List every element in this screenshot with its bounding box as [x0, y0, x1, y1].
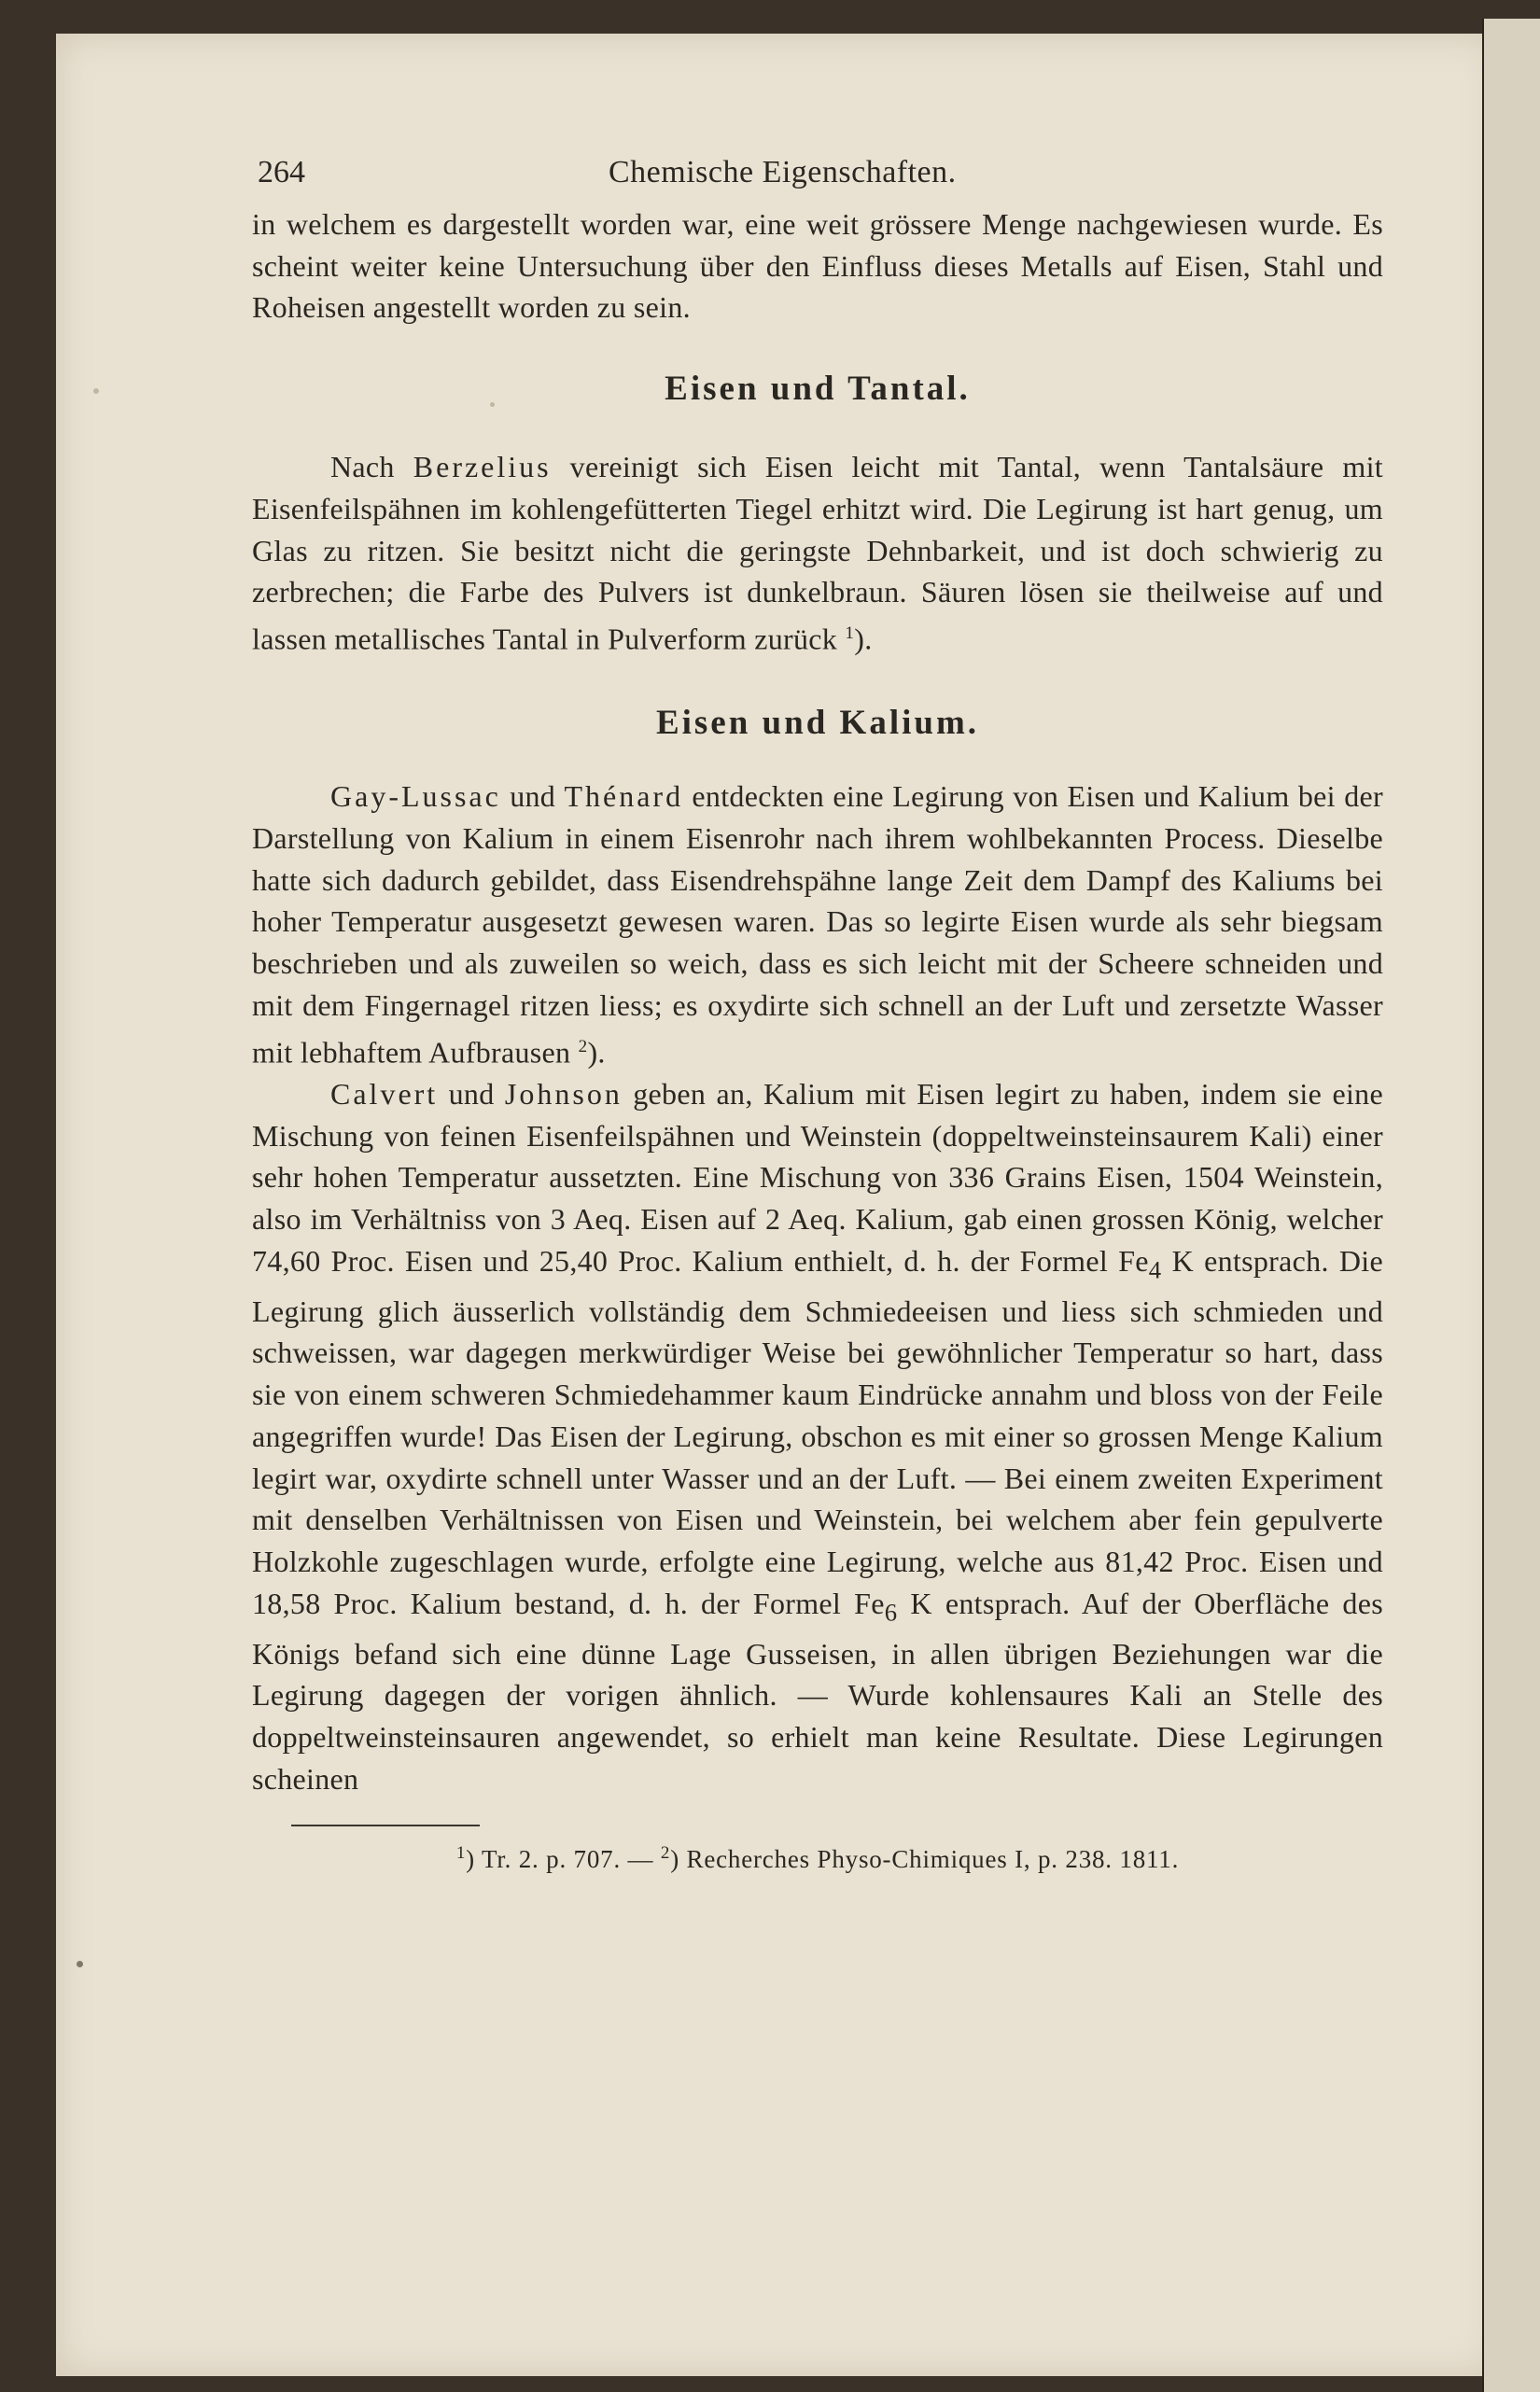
section-heading-kalium: Eisen und Kalium.: [655, 704, 980, 743]
page-content: [252, 155, 1383, 1874]
tantal-end: ).: [854, 622, 873, 656]
footnote-1: ) Tr. 2. p. 707. —: [466, 1844, 654, 1873]
formula-subscript: 6: [884, 1598, 898, 1627]
author-gay-lussac: Gay-Lussac: [330, 779, 501, 814]
kalium-p2-text-a: geben an, Kalium mit Eisen legirt zu haben, indem sie eine Mischung von feinen Eisenfeilspähnen und Weinstein (doppeltweinsteinsaurem Kali) einer sehr hohen Temperatur aussetzten. Eine Mischung von 336 Grains Eisen, 1504 Weinstein, also im Verhältniss von 3 Aeq. Eisen auf 2 Aeq. Kalium, gab einen grossen König, welcher 74,60 Proc. Eisen und 25,40 Proc. Kalium enthielt, d. h. der Formel Fe: [252, 1076, 1383, 1278]
kalium-p2-text-b: K entsprach. Die Legirung glich äusserlich vollständig dem Schmiedeeisen und liess sich schmieden und schweissen, war dagegen merkwürdiger Weise bei gewöhnlicher Temperatur so hart, dass sie von einem schweren Schmiedehammer kaum Eindrücke annahm und bloss von der Feile angegriffen wurde! Das Eisen der Legirung, obschon es mit einer so grossen Menge Kalium legirt war, oxydirte schnell unter Wasser und an der Luft. — Bei einem zweiten Experiment mit denselben Verhältnissen von Eisen und Weinstein, bei welchem aber fein gepulverte Holzkohle zugeschlagen wurde, erfolgte eine Legirung, welche aus 81,42 Proc. Eisen und 18,58 Proc. Kalium bestand, d. h. der Formel Fe: [252, 1243, 1383, 1620]
footnote-mark-1: 1: [455, 1842, 467, 1863]
paper-fleck: [77, 1961, 83, 1967]
footnote-divider: [291, 1825, 480, 1826]
adjacent-page-edge: [1482, 19, 1540, 2392]
footnote-mark-2: 2: [660, 1842, 671, 1863]
intro-paragraph: in welchem es dargestellt worden war, eine weit grössere Menge nachgewiesen wurde. Es scheint weiter keine Untersuchung über den Einfluss dieses Metalls auf Eisen, Stahl und Roheisen angestellt worden zu sein.: [252, 207, 1383, 325]
author-calvert: Calvert: [330, 1076, 439, 1111]
running-title: Chemische Eigenschaften.: [609, 155, 957, 189]
tantal-text-before: Nach: [330, 450, 395, 484]
paper-fleck: [93, 388, 99, 394]
kalium-paragraph-2: [252, 1073, 1383, 1800]
author-berzelius: Berzelius: [413, 450, 552, 484]
page-number: 264: [258, 155, 305, 189]
kalium-p1-text: entdeckten eine Legirung von Eisen und Kalium bei der Darstellung von Kalium in einem Eisenrohr nach ihrem wohlbekannten Process. Dieselbe hatte sich dadurch gebildet, dass Eisendrehspähne lange Zeit dem Dampf des Kaliums bei hoher Temperatur ausgesetzt gewesen waren. Das so legirte Eisen wurde als sehr biegsam beschrieben und als zuweilen so weich, dass es sich leicht mit der Scheere schneiden und mit dem Fingernagel ritzen liess; es oxydirte sich schnell an der Luft und zersetzte Wasser mit lebhaftem Aufbrausen: [252, 779, 1383, 1070]
kalium-paragraph-1: [252, 776, 1383, 1073]
formula-subscript: 4: [1148, 1255, 1162, 1284]
section-heading-tantal: Eisen und Tantal.: [665, 370, 971, 409]
footnotes: [252, 1843, 1383, 1874]
conjunction: und: [448, 1076, 495, 1111]
footnote-2: ) Recherches Physo-Chimiques I, p. 238. 1811.: [670, 1844, 1180, 1873]
footnote-ref-2: 2: [578, 1036, 588, 1056]
conjunction: und: [510, 779, 556, 814]
author-johnson: Johnson: [504, 1076, 623, 1111]
footnote-ref-1: 1: [845, 622, 855, 643]
tantal-paragraph: [252, 446, 1383, 660]
tantal-text: vereinigt sich Eisen leicht mit Tantal, wenn Tantalsäure mit Eisenfeilspähnen im kohlengefütterten Tiegel erhitzt wird. Die Legirung ist hart genug, um Glas zu ritzen. Sie besitzt nicht die geringste Dehnbarkeit, und ist doch schwierig zu zerbrechen; die Farbe des Pulvers ist dunkelbraun. Säuren lösen sie theilweise auf und lassen metallisches Tantal in Pulverform zurück: [252, 450, 1383, 656]
page-header: [252, 155, 1383, 203]
kalium-p1-end: ).: [587, 1035, 606, 1070]
kalium-p2-text-c: K entsprach. Auf der Oberfläche des Königs befand sich eine dünne Lage Gusseisen, in allen übrigen Beziehungen war die Legirung dagegen der vorigen ähnlich. — Wurde kohlensaures Kali an Stelle des doppeltweinsteinsauren angewendet, so erhielt man keine Resultate. Diese Legirungen scheinen: [252, 1586, 1383, 1796]
author-thenard: Thénard: [564, 779, 684, 814]
